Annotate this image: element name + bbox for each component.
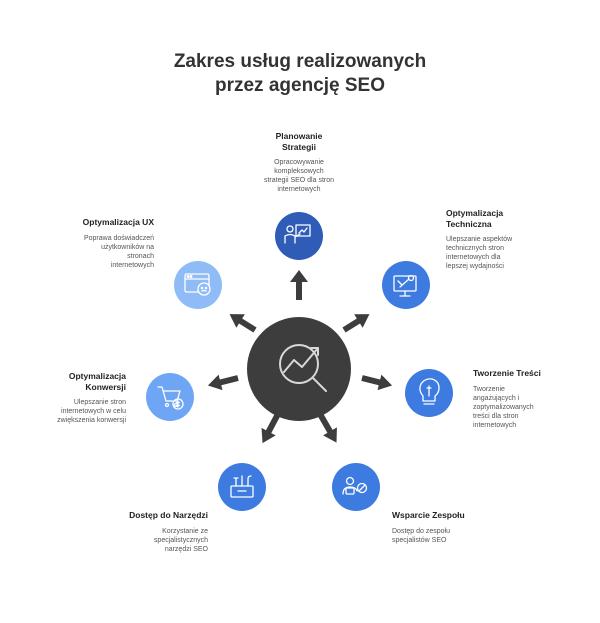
node-desc: lepszej wydajności <box>446 263 504 270</box>
node-title: Tworzenie Treści <box>473 368 541 378</box>
node-planowanie <box>275 212 323 260</box>
node-desc: Poprawa doświadczeń <box>83 234 154 242</box>
node-title: Wsparcie Zespołu <box>392 510 465 520</box>
node-desc: stronach <box>127 252 154 260</box>
label-narzedzi <box>88 510 208 554</box>
node-desc: strategii SEO dla stron <box>263 177 335 184</box>
title-line: Zakres usług realizowanych <box>173 51 427 72</box>
node-desc: internetowych <box>110 261 154 269</box>
node-desc: internetowych w celu <box>61 408 126 415</box>
node-desc: specjalistycznych <box>153 536 208 544</box>
node-title: Strategii <box>281 141 316 152</box>
label-konwersji <box>10 371 126 425</box>
arrow-left <box>206 370 240 393</box>
node-desc: internetowych <box>473 421 517 429</box>
node-tresci <box>405 369 453 417</box>
node-desc: zoptymalizowanych <box>473 403 534 411</box>
arrow-right <box>360 370 394 393</box>
node-desc: użytkowników na <box>101 243 154 251</box>
label-zespolu <box>392 510 512 545</box>
node-desc: treści dla stron <box>473 412 519 420</box>
node-desc: zwiększenia konwersji <box>57 417 126 424</box>
arrow-upper-right <box>340 307 374 336</box>
node-desc: Tworzenie <box>473 385 505 393</box>
node-title: Techniczna <box>446 218 492 229</box>
node-desc: Dostęp do zespołu <box>392 527 450 535</box>
node-title: Konwersji <box>85 381 126 392</box>
node-techniczna <box>382 261 430 309</box>
node-desc: angażujących i <box>473 394 520 402</box>
node-desc: kompleksowych <box>274 168 324 175</box>
node-desc: Korzystanie ze <box>162 527 208 535</box>
node-desc: narzędzi SEO <box>164 545 208 553</box>
node-desc: Opracowywanie <box>274 159 324 166</box>
node-desc: specjalistów SEO <box>392 536 447 544</box>
node-title: Optymalizacja <box>68 371 126 381</box>
node-narzedzi <box>218 463 266 511</box>
label-techniczna <box>446 208 566 271</box>
label-tresci <box>473 368 583 430</box>
label-ux <box>34 217 154 270</box>
node-desc: Ulepszanie stron <box>73 399 126 406</box>
title-line: przez agencję SEO <box>214 75 385 96</box>
arrow-up <box>290 270 308 300</box>
central-hub <box>247 317 351 421</box>
label-planowanie <box>240 131 358 194</box>
node-desc: internetowych dla <box>446 254 501 261</box>
node-title: Optymalizacja UX <box>82 217 154 227</box>
node-desc: Ulepszanie aspektów <box>446 236 513 243</box>
node-desc: technicznych stron <box>446 245 504 252</box>
node-title: Dostęp do Narzędzi <box>129 510 208 520</box>
node-zespolu <box>332 463 380 511</box>
node-ux <box>174 261 222 309</box>
node-desc: internetowych <box>277 186 321 193</box>
node-title: Planowanie <box>275 131 323 141</box>
node-title: Optymalizacja <box>446 208 504 218</box>
node-konwersji <box>146 373 194 421</box>
arrow-upper-left <box>225 307 259 336</box>
